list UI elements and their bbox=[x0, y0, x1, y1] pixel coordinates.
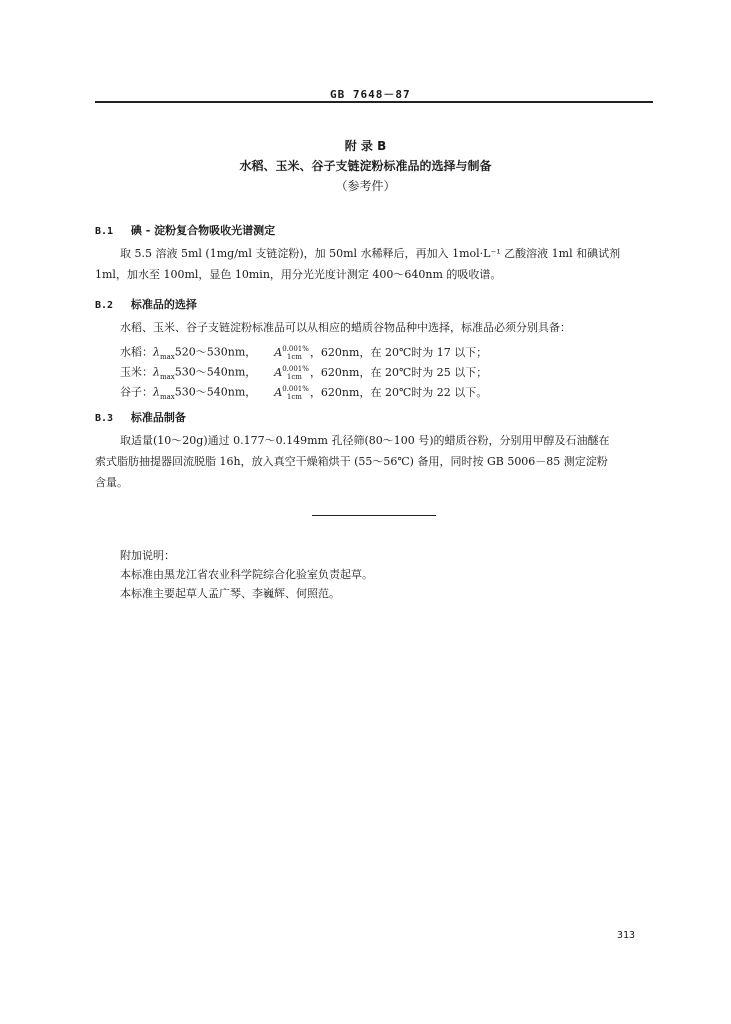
absorbance-symbol: A bbox=[274, 345, 283, 359]
absorbance-subscript: 1cm bbox=[286, 352, 302, 361]
section-number: B.2 bbox=[95, 300, 114, 311]
section-b1-heading bbox=[95, 222, 275, 238]
lambda-subscript: max bbox=[159, 372, 175, 381]
section-b2-heading bbox=[95, 296, 197, 312]
crop-label: 玉米： bbox=[120, 365, 153, 379]
section-divider bbox=[312, 515, 436, 516]
notes-heading: 附加说明： bbox=[120, 549, 175, 562]
condition-text: ，620nm，在 20℃时为 22 以下。 bbox=[309, 385, 488, 399]
section-title: 标准品制备 bbox=[130, 411, 186, 424]
crop-label: 水稻： bbox=[120, 345, 153, 359]
wavelength-range: 530～540nm， bbox=[174, 385, 257, 399]
absorbance-superscript: 0.001% bbox=[282, 385, 309, 393]
page-number: 313 bbox=[617, 930, 636, 941]
appendix-note: （参考件） bbox=[335, 179, 396, 193]
appendix-title: 水稻、玉米、谷子支链淀粉标准品的选择与制备 bbox=[239, 159, 492, 173]
absorbance-subscript: 1cm bbox=[286, 392, 302, 401]
header-rule bbox=[95, 101, 653, 103]
standard-code: GB 7648－87 bbox=[330, 88, 411, 101]
section-number: B.3 bbox=[95, 413, 114, 424]
b2-intro: 水稻、玉米、谷子支链淀粉标准品可以从相应的蜡质谷物品种中选择，标准品必须分别具备： bbox=[120, 321, 571, 334]
absorbance-symbol: A bbox=[274, 385, 283, 399]
absorbance-subscript: 1cm bbox=[286, 372, 302, 381]
wavelength-range: 520～530nm， bbox=[174, 345, 257, 359]
lambda-symbol: λ bbox=[153, 345, 160, 359]
section-number: B.1 bbox=[95, 226, 114, 237]
b1-paragraph-line1: 取 5.5 溶液 5ml (1mg/ml 支链淀粉)，加 50ml 水稀释后，再加入 1mol·L⁻¹ 乙酸溶液 1ml 和碘试剂 bbox=[120, 247, 621, 260]
b1-paragraph-line2: 1ml，加水至 100ml，显色 10min，用分光光度计测定 400～640nm 的吸收谱。 bbox=[95, 268, 502, 281]
lambda-subscript: max bbox=[159, 392, 175, 401]
notes-line2: 本标准主要起草人孟广琴、李巍辉、何照范。 bbox=[120, 587, 340, 600]
crop-label: 谷子： bbox=[120, 385, 153, 399]
section-title: 碘 - 淀粉复合物吸收光谱测定 bbox=[130, 224, 276, 237]
condition-text: ，620nm，在 20℃时为 17 以下； bbox=[309, 345, 488, 359]
b3-paragraph-line2: 索式脂肪抽提器回流脱脂 16h，放入真空干燥箱烘干 (55～56℃) 备用，同时按 GB 5006－85 测定淀粉 bbox=[95, 455, 608, 468]
lambda-subscript: max bbox=[159, 352, 175, 361]
absorbance-symbol: A bbox=[274, 365, 283, 379]
wavelength-range: 530～540nm， bbox=[174, 365, 257, 379]
absorbance-superscript: 0.001% bbox=[282, 345, 309, 353]
section-b3-heading bbox=[95, 409, 186, 425]
section-title: 标准品的选择 bbox=[130, 298, 197, 311]
b2-row-millet bbox=[120, 382, 487, 404]
b3-paragraph-line1: 取适量(10～20g)通过 0.177～0.149mm 孔径筛(80～100 号)的蜡质谷粉，分别用甲醇及石油醚在 bbox=[120, 434, 610, 447]
lambda-symbol: λ bbox=[153, 365, 160, 379]
b2-row-corn bbox=[120, 362, 487, 384]
absorbance-superscript: 0.001% bbox=[282, 365, 309, 373]
lambda-symbol: λ bbox=[153, 385, 160, 399]
b2-row-rice bbox=[120, 342, 487, 364]
condition-text: ，620nm，在 20℃时为 25 以下； bbox=[309, 365, 488, 379]
b3-paragraph-line3: 含量。 bbox=[95, 476, 128, 489]
notes-line1: 本标准由黑龙江省农业科学院综合化验室负责起草。 bbox=[120, 568, 373, 581]
appendix-label: 附 录 B bbox=[344, 139, 387, 153]
